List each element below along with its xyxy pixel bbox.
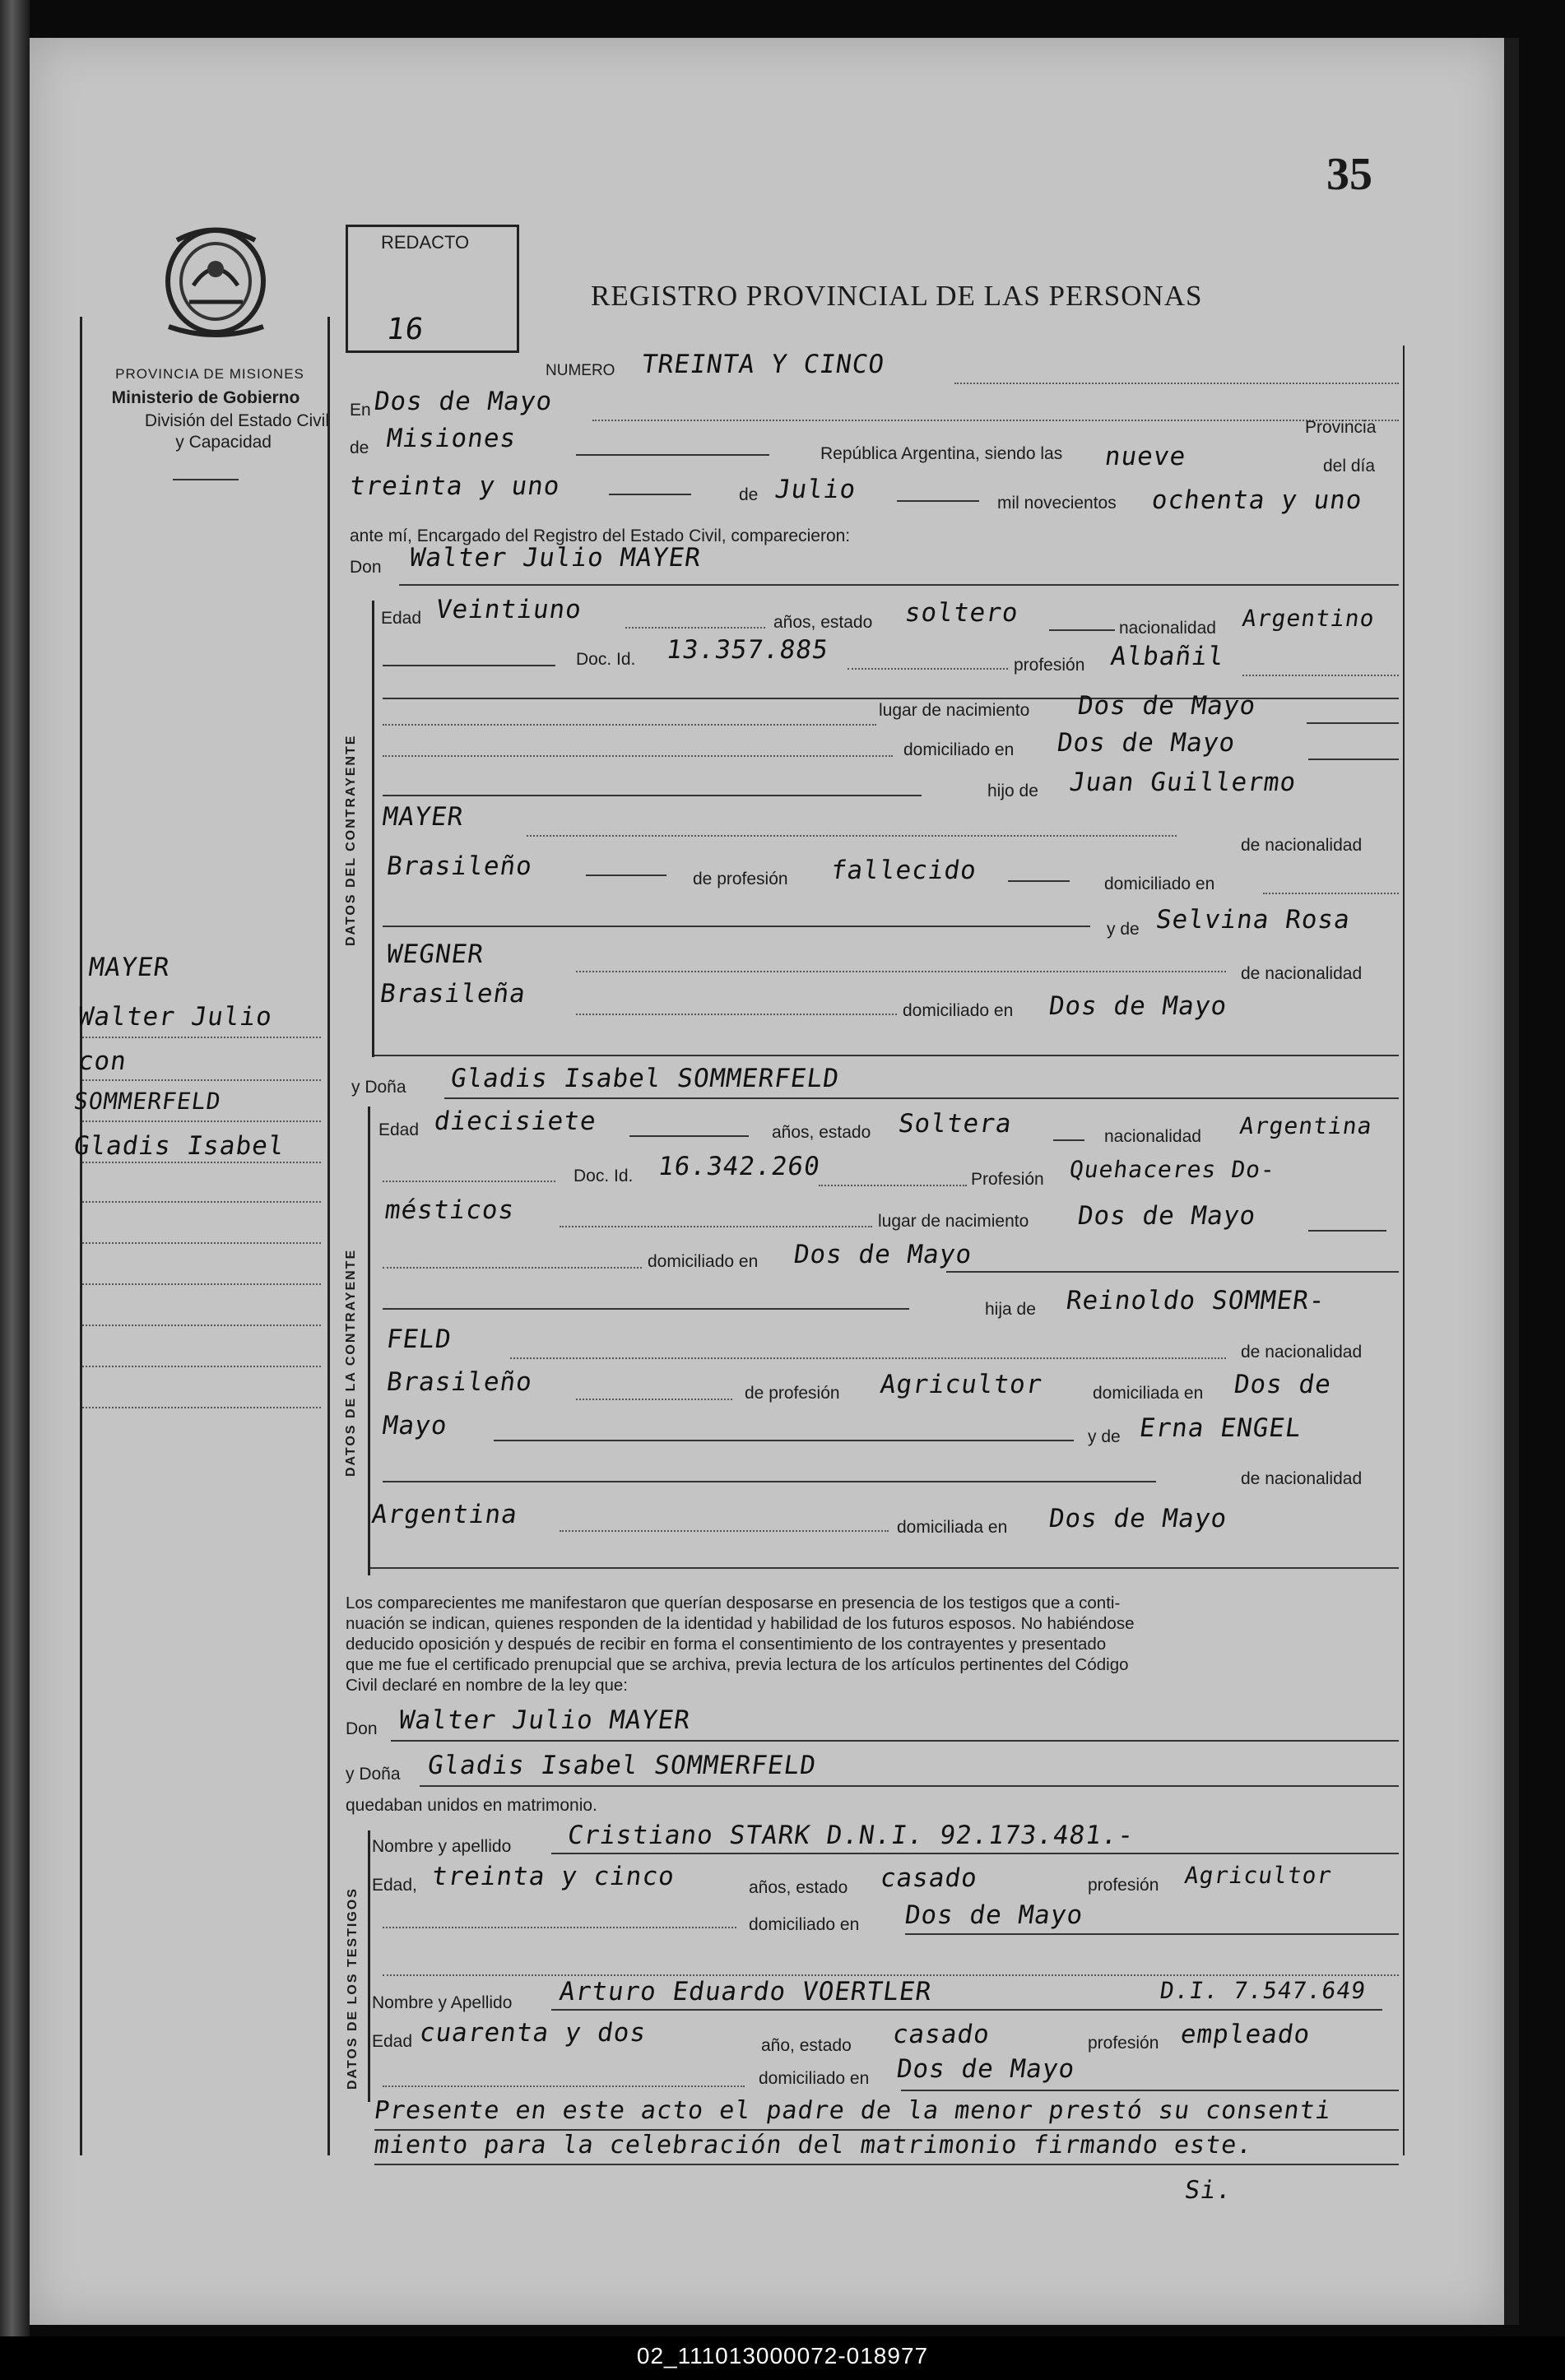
ca-domic2-label: domiciliada en: [1093, 1384, 1204, 1403]
org-division-1: División del Estado Civil: [144, 411, 329, 430]
c-domic2-label: domiciliado en: [1104, 875, 1215, 893]
decl-dona-label: y Doña: [346, 1765, 401, 1784]
declaration-line-2: nuación se indican, quienes responden de la identidad y habilidad de los futuros esposos. No habiéndose: [346, 1614, 1135, 1633]
ca-lugar-label: lugar de nacimiento: [878, 1212, 1029, 1231]
c-domic-value: Dos de Mayo: [1055, 728, 1238, 758]
margin-note-surname: MAYER: [86, 953, 172, 982]
c-madre-value-2: WEGNER: [384, 939, 486, 969]
page-number: 35: [1326, 149, 1372, 200]
decl-don-label: Don: [346, 1719, 378, 1738]
provincial-seal-icon: [160, 224, 272, 339]
republica-label: República Argentina, siendo las: [820, 444, 1063, 463]
t2-estado-value: casado: [890, 2020, 992, 2049]
ca-end-line: [370, 1567, 1399, 1569]
ca-lugar-line: [1308, 1230, 1386, 1232]
t2-domic-line: [901, 2090, 1399, 2091]
c-doc-dots: [848, 668, 1008, 670]
org-province: PROVINCIA DE MISIONES: [115, 366, 304, 382]
t1-prof-value: Agricultor: [1182, 1862, 1334, 1889]
t1-name-label: Nombre y apellido: [372, 1837, 512, 1856]
c-nac-value: Argentino: [1240, 605, 1377, 632]
ca-nac-label: nacionalidad: [1104, 1127, 1201, 1146]
c-madre-nac: Brasileña: [378, 979, 528, 1009]
ca-doc-dots-pre: [383, 1181, 555, 1182]
c-madre-nac-dots: [576, 1014, 897, 1015]
ca-padre-prof: Agricultor: [878, 1370, 1045, 1399]
t1-domic-label: domiciliado en: [749, 1915, 860, 1934]
c-padre-dots: [527, 835, 1177, 837]
c-padre-prof: fallecido: [829, 856, 979, 885]
anio-value: ochenta y uno: [1149, 485, 1365, 515]
note-si: Si.: [1182, 2176, 1234, 2205]
ca-hija-line-pre: [383, 1308, 909, 1310]
contrayente-rule: [372, 601, 374, 1057]
c-lugar-dots: [383, 724, 876, 726]
c-doc-line-pre: [383, 665, 555, 666]
ca-dona-value: Gladis Isabel SOMMERFELD: [448, 1064, 842, 1093]
de-label: de: [350, 438, 369, 457]
mes-line: [897, 500, 979, 502]
mes-value: Julio: [773, 475, 858, 504]
ca-de-prof-label: de profesión: [745, 1384, 840, 1403]
mes-label: de: [739, 485, 759, 504]
ca-de-nac-label: de nacionalidad: [1241, 1343, 1363, 1362]
c-padre-value-2: MAYER: [380, 802, 466, 832]
t1-domic-dots: [383, 1927, 736, 1928]
margin-dots: [82, 1325, 321, 1326]
t1-edad-value: treinta y cinco: [430, 1862, 677, 1891]
t1-anios-label: años, estado: [749, 1878, 848, 1897]
c-lugar-label: lugar de nacimiento: [879, 701, 1030, 720]
c-domic-line: [1308, 759, 1399, 760]
ca-nac-value: Argentina: [1238, 1112, 1375, 1139]
ca-lugar-value: Dos de Mayo: [1075, 1201, 1258, 1231]
c-domic-label: domiciliado en: [903, 740, 1015, 759]
unidos-text: quedaban unidos en matrimonio.: [346, 1796, 597, 1815]
ante-text: ante mí, Encargado del Registro del Estado Civil, comparecieron:: [350, 527, 851, 545]
c-edad-label: Edad: [381, 609, 422, 628]
ca-padre-value-2: FELD: [384, 1325, 454, 1354]
ca-domic-line: [946, 1271, 1399, 1273]
declaration-line-3: deducido oposición y después de recibir en forma el consentimiento de los contrayentes y presentado: [346, 1635, 1107, 1654]
c-nac-label: nacionalidad: [1119, 619, 1216, 638]
c-yde-line-pre: [383, 926, 1090, 927]
register-title: REGISTRO PROVINCIAL DE LAS PERSONAS: [591, 280, 1203, 312]
c-madre-domic: Dos de Mayo: [1047, 991, 1229, 1021]
margin-dots: [82, 1283, 321, 1285]
c-estado-line: [1049, 629, 1115, 631]
numero-value: TREINTA Y CINCO: [639, 350, 887, 379]
ca-estado-line: [1053, 1139, 1084, 1141]
c-y-de-label: y de: [1107, 920, 1140, 939]
declaration-line-5: Civil declaré en nombre de la ley que:: [346, 1676, 628, 1695]
ca-edad-label: Edad: [378, 1120, 420, 1139]
ca-padre-domic-2: Mayo: [380, 1411, 450, 1441]
c-de-prof-label: de profesión: [693, 870, 788, 888]
c-anios-label: años, estado: [773, 613, 873, 632]
ca-madre-nac-dots: [560, 1530, 889, 1532]
margin-left-rule: [80, 317, 82, 2155]
ca-padre-value-1: Reinoldo SOMMER-: [1064, 1286, 1328, 1315]
ca-edad-line: [629, 1135, 749, 1137]
footer-id: 02_111013000072-018977: [636, 2343, 929, 2368]
t2-prof-value: empleado: [1178, 2020, 1312, 2049]
numero-dots: [954, 383, 1399, 384]
margin-dots: [82, 1407, 321, 1408]
ca-dona-label: y Doña: [351, 1078, 406, 1097]
c-hijo-label: hijo de: [987, 782, 1038, 800]
c-doc-value: 13.357.885: [664, 635, 831, 665]
c-edad-value: Veintiuno: [434, 595, 584, 624]
margin-dots: [82, 1037, 321, 1038]
t2-name-value: Arturo Eduardo VOERTLER: [557, 1977, 934, 2007]
c-doc-label: Doc. Id.: [576, 650, 636, 669]
contrayenta-section-label: DATOS DE LA CONTRAYENTE: [344, 1248, 358, 1477]
redacto-label: REDACTO: [381, 232, 470, 253]
don-value: Walter Julio MAYER: [407, 543, 704, 573]
ca-prof-value-2: mésticos: [383, 1195, 517, 1225]
ca-prof-dots: [560, 1226, 872, 1227]
ca-doc-label: Doc. Id.: [574, 1167, 634, 1185]
ca-doc-value: 16.342.260: [656, 1152, 823, 1181]
ca-estado-value: Soltera: [896, 1109, 1015, 1139]
redacto-value: 16: [384, 313, 427, 346]
declaration-line-4: que me fue el certificado prenupcial que se archiva, previa lectura de los artículos pertinentes del Código: [346, 1655, 1129, 1674]
ca-yde-line-pre: [494, 1440, 1074, 1441]
t2-name-line: [551, 2009, 1382, 2011]
don-line: [399, 584, 1399, 586]
c-prof-value: Albañil: [1108, 642, 1227, 671]
ca-prof-label: Profesión: [971, 1170, 1044, 1189]
ca-prof-value-1: Quehaceres Do-: [1067, 1156, 1278, 1183]
margin-note-con: con: [76, 1046, 129, 1076]
decl-don-line: [391, 1740, 1399, 1742]
ca-dona-line: [444, 1097, 1399, 1099]
t2-name-label: Nombre y Apellido: [372, 1993, 513, 2012]
ca-padre-nac: Brasileño: [384, 1367, 535, 1397]
t1-name-value: Cristiano STARK D.N.I. 92.173.481.-: [565, 1821, 1136, 1850]
testigos-rule: [368, 1830, 370, 2102]
org-division-2: y Capacidad: [175, 433, 272, 452]
numero-label: NUMERO: [546, 362, 615, 379]
t1-edad-label: Edad,: [372, 1876, 417, 1895]
ca-de-nac2-label: de nacionalidad: [1241, 1469, 1363, 1488]
t2-anios-label: año, estado: [761, 2036, 852, 2055]
c-domic-dots: [383, 755, 893, 757]
note-line-2: miento para la celebración del matrimonio firmando este.: [372, 2131, 1255, 2160]
ca-domic3-label: domiciliada en: [897, 1518, 1008, 1537]
ca-madre-value: Erna ENGEL: [1137, 1413, 1304, 1443]
c-estado-value: soltero: [903, 598, 1021, 628]
declaration-line-1: Los comparecientes me manifestaron que querían desposarse en presencia de los testigos que a conti-: [346, 1594, 1121, 1612]
org-ministry: Ministerio de Gobierno: [111, 388, 300, 407]
en-dots: [592, 420, 1399, 421]
t2-domic-label: domiciliado en: [759, 2069, 870, 2088]
ca-y-de-label: y de: [1088, 1427, 1121, 1446]
ca-hija-label: hija de: [985, 1300, 1036, 1319]
testigos-section-label: DATOS DE LOS TESTIGOS: [346, 1887, 360, 2090]
ca-doc-dots: [819, 1185, 967, 1186]
decl-dona-value: Gladis Isabel SOMMERFELD: [425, 1751, 819, 1780]
margin-note-name: Walter Julio: [76, 1002, 275, 1032]
c-hijo-line-pre: [383, 795, 922, 796]
en-label: En: [350, 401, 371, 420]
c-de-nac2-label: de nacionalidad: [1241, 964, 1363, 983]
note-line-2-rule: [374, 2164, 1399, 2165]
margin-dots: [82, 1079, 321, 1081]
margin-dots: [82, 1366, 321, 1367]
de-line: [576, 454, 769, 456]
c-madre-value-1: Selvina Rosa: [1154, 905, 1353, 935]
c-domic3-label: domiciliado en: [903, 1001, 1014, 1020]
hora-value: nueve: [1103, 442, 1188, 471]
ca-edad-value: diecisiete: [432, 1106, 599, 1136]
decl-don-value: Walter Julio MAYER: [397, 1705, 693, 1735]
ca-domic-dots: [383, 1267, 642, 1269]
ca-domic-value: Dos de Mayo: [792, 1240, 974, 1269]
ca-madre-nac: Argentina: [369, 1500, 520, 1529]
margin-dots: [82, 1120, 321, 1122]
margin-dots: [82, 1201, 321, 1203]
c-domic2-dots: [1263, 893, 1399, 894]
t1-estado-value: casado: [878, 1863, 980, 1893]
c-lugar-value: Dos de Mayo: [1075, 691, 1258, 721]
c-padre-value-1: Juan Guillermo: [1067, 768, 1298, 797]
c-padre-prof-line: [1008, 880, 1070, 882]
c-edad-dots: [625, 627, 765, 629]
don-label: Don: [350, 558, 382, 577]
decl-dona-line: [420, 1785, 1399, 1787]
ca-padre-domic-1: Dos de: [1232, 1370, 1334, 1399]
ca-anios-label: años, estado: [772, 1123, 871, 1142]
ca-madre-domic: Dos de Mayo: [1047, 1504, 1229, 1533]
provincia-label: Provincia: [1305, 418, 1377, 437]
ca-padre-nac-dots: [576, 1399, 732, 1400]
t1-domic-line: [905, 1933, 1399, 1935]
t2-edad-label: Edad: [372, 2032, 413, 2051]
margin-dots: [82, 1162, 321, 1163]
contrayente-section-label: DATOS DEL CONTRAYENTE: [344, 734, 358, 946]
t2-prof-label: profesión: [1088, 2034, 1159, 2053]
margin-note-name-2: Gladis Isabel: [72, 1131, 287, 1161]
c-prof-label: profesión: [1014, 656, 1085, 675]
margin-right-rule: [327, 317, 330, 2155]
c-padre-nac-line: [586, 875, 666, 876]
t2-domic-dots: [383, 2085, 745, 2087]
c-padre-nac: Brasileño: [384, 851, 535, 881]
ca-domic-label: domiciliado en: [648, 1252, 759, 1271]
de-value: Misiones: [384, 424, 518, 453]
margin-dots: [82, 1242, 321, 1244]
t2-doc-value: D.I. 7.547.649: [1158, 1977, 1368, 2004]
contrayenta-rule: [368, 1106, 370, 1575]
c-end-line: [374, 1055, 1399, 1056]
t2-edad-value: cuarenta y dos: [417, 2018, 648, 2048]
t1-blank-dots: [383, 1974, 1399, 1976]
margin-note-surname-2: SOMMERFELD: [72, 1088, 223, 1115]
ca-madre-line: [383, 1481, 1156, 1482]
c-lugar-line: [1307, 722, 1399, 724]
org-divider: [173, 479, 239, 480]
t1-name-line: [551, 1853, 1399, 1854]
frame-right-rule: [1403, 346, 1405, 2155]
t1-prof-label: profesión: [1088, 1876, 1159, 1895]
ca-padre-dots: [510, 1357, 1226, 1359]
t2-domic-value: Dos de Mayo: [894, 2054, 1077, 2084]
dia-line: [609, 494, 691, 495]
t1-domic-value: Dos de Mayo: [903, 1900, 1085, 1930]
en-value: Dos de Mayo: [372, 387, 555, 416]
c-prof-dots: [1242, 675, 1399, 676]
anio-label: mil novecientos: [997, 494, 1117, 513]
dia-value: treinta y uno: [347, 471, 563, 501]
dia-label: del día: [1323, 457, 1376, 476]
note-line-1: Presente en este acto el padre de la menor prestó su consenti: [372, 2096, 1334, 2125]
book-spine: [0, 0, 30, 2380]
c-madre-dots: [576, 971, 1226, 972]
c-de-nac-label: de nacionalidad: [1241, 836, 1363, 855]
